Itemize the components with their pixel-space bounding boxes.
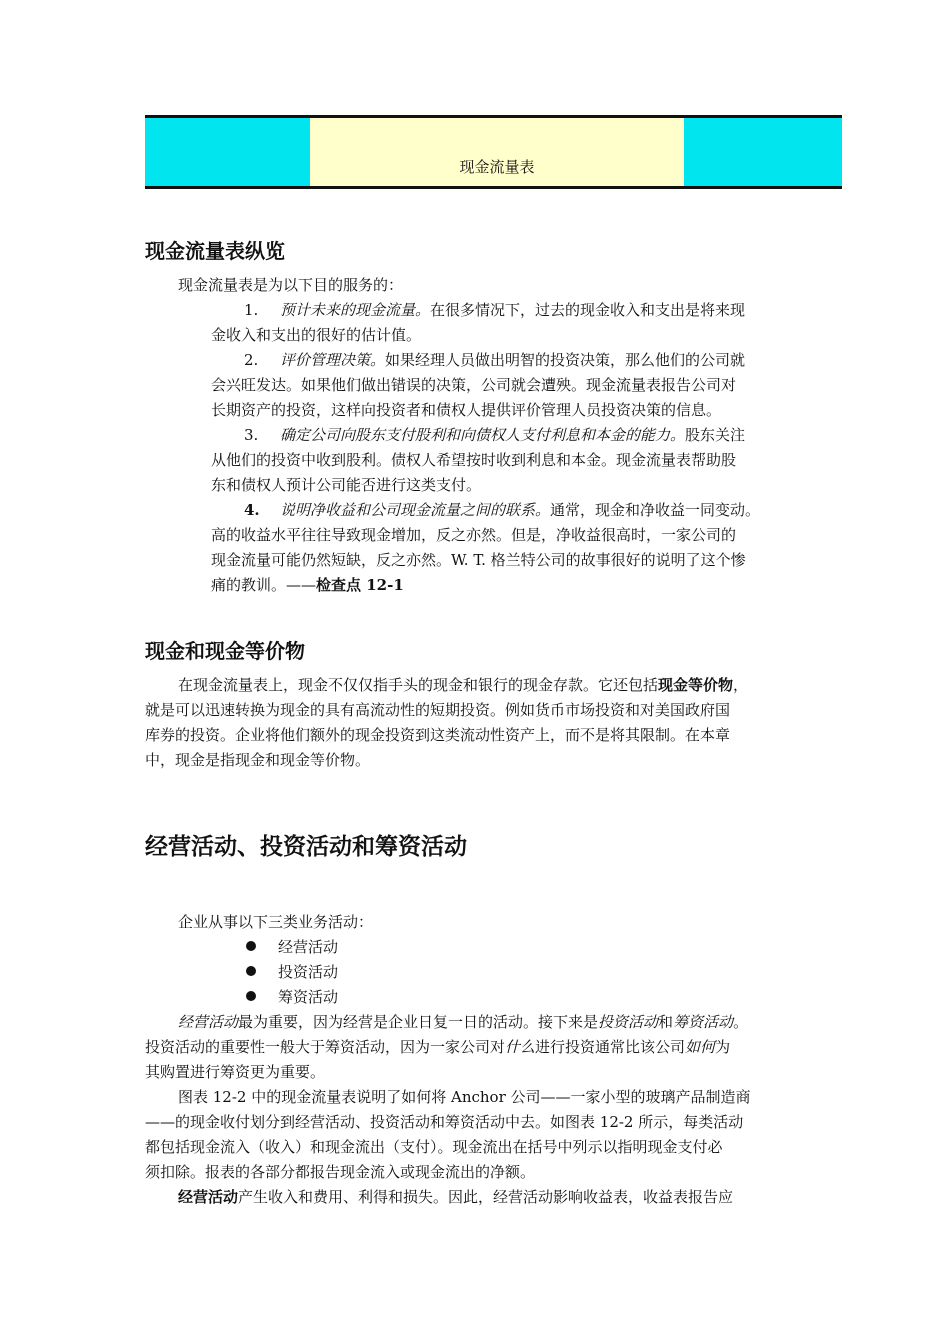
exhibit-paragraph-cont: 都包括现金流入（收入）和现金流出（支付）。现金流出在括号中列示以指明现金支付必 [145,1138,723,1156]
bullet-icon [246,941,256,951]
list-item-4-cont: 高的收益水平往往导致现金增加，反之亦然。但是，净收益很高时，一家公司的 [211,526,737,544]
list-item-3: 3. 确定公司向股东支付股利和向债权人支付利息和本金的能力。股东关注 [244,426,746,444]
list-item-1-cont: 金收入和支出的很好的估计值。 [211,326,422,344]
banner-center-block [310,118,684,186]
list-item-4-cont: 痛的教训。——检查点 12-1 [211,576,404,594]
cash-paragraph-cont: 库券的投资。企业将他们额外的现金投资到这类流动性资产上，而不是将其限制。在本章 [145,726,731,744]
bullet-item: 投资活动 [246,962,338,982]
activities-paragraph-cont: 其购置进行筹资更为重要。 [145,1063,326,1081]
activities-paragraph: 经营活动最为重要，因为经营是企业日复一日的活动。接下来是投资活动和筹资活动。 [178,1013,749,1031]
section-heading-activities: 经营活动、投资活动和筹资活动 [145,834,467,860]
list-item-4: 4. 说明净收益和公司现金流量之间的联系。通常，现金和净收益一同变动。 [244,501,761,519]
bullet-icon [246,966,256,976]
list-item-4-cont: 现金流量可能仍然短缺，反之亦然。W. T. 格兰特公司的故事很好的说明了这个惨 [211,551,746,569]
cash-paragraph-cont: 中，现金是指现金和现金等价物。 [145,751,371,769]
overview-intro: 现金流量表是为以下目的服务的： [178,276,404,294]
bullet-item: 经营活动 [246,937,338,957]
list-item-2-cont: 长期资产的投资，这样向投资者和债权人提供评价管理人员投资决策的信息。 [211,401,722,419]
cash-paragraph-cont: 就是可以迅速转换为现金的具有高流动性的短期投资。例如货币市场投资和对美国政府国 [145,701,731,719]
banner-right-block [684,118,842,186]
exhibit-paragraph-cont: 须扣除。报表的各部分都报告现金流入或现金流出的净额。 [145,1163,536,1181]
list-item-3-cont: 从他们的投资中收到股利。债权人希望按时收到利息和本金。现金流量表帮助股 [211,451,737,469]
operating-paragraph: 经营活动产生收入和费用、利得和损失。因此，经营活动影响收益表，收益表报告应 [178,1188,734,1206]
checkpoint-link: 检查点 12-1 [316,576,404,594]
exhibit-paragraph: 图表 12-2 中的现金流量表说明了如何将 Anchor 公司——一家小型的玻璃产品制造商 [178,1088,751,1106]
activities-paragraph-cont: 投资活动的重要性一般大于筹资活动，因为一家公司对什么进行投资通常比该公司如何为 [145,1038,731,1056]
section-heading-cash-equivalents: 现金和现金等价物 [145,639,305,663]
banner-left-block [145,118,310,186]
bullet-icon [246,991,256,1001]
section-heading-overview: 现金流量表纵览 [145,239,285,263]
list-item-3-cont: 东和债权人预计公司能否进行这类支付。 [211,476,482,494]
banner-title: 现金流量表 [459,158,535,176]
activities-intro: 企业从事以下三类业务活动： [178,913,374,931]
list-item-2: 2. 评价管理决策。如果经理人员做出明智的投资决策，那么他们的公司就 [244,351,746,369]
cash-paragraph: 在现金流量表上，现金不仅仅指手头的现金和银行的现金存款。它还包括现金等价物， [178,676,749,694]
list-item-2-cont: 会兴旺发达。如果他们做出错误的决策，公司就会遭殃。现金流量表报告公司对 [211,376,737,394]
exhibit-paragraph-cont: ——的现金收付划分到经营活动、投资活动和筹资活动中去。如图表 12-2 所示，每类活动 [145,1113,744,1131]
list-item-1: 1. 预计未来的现金流量。在很多情况下，过去的现金收入和支出是将来现 [244,301,746,319]
title-banner [145,115,842,189]
bullet-item: 筹资活动 [246,987,338,1007]
